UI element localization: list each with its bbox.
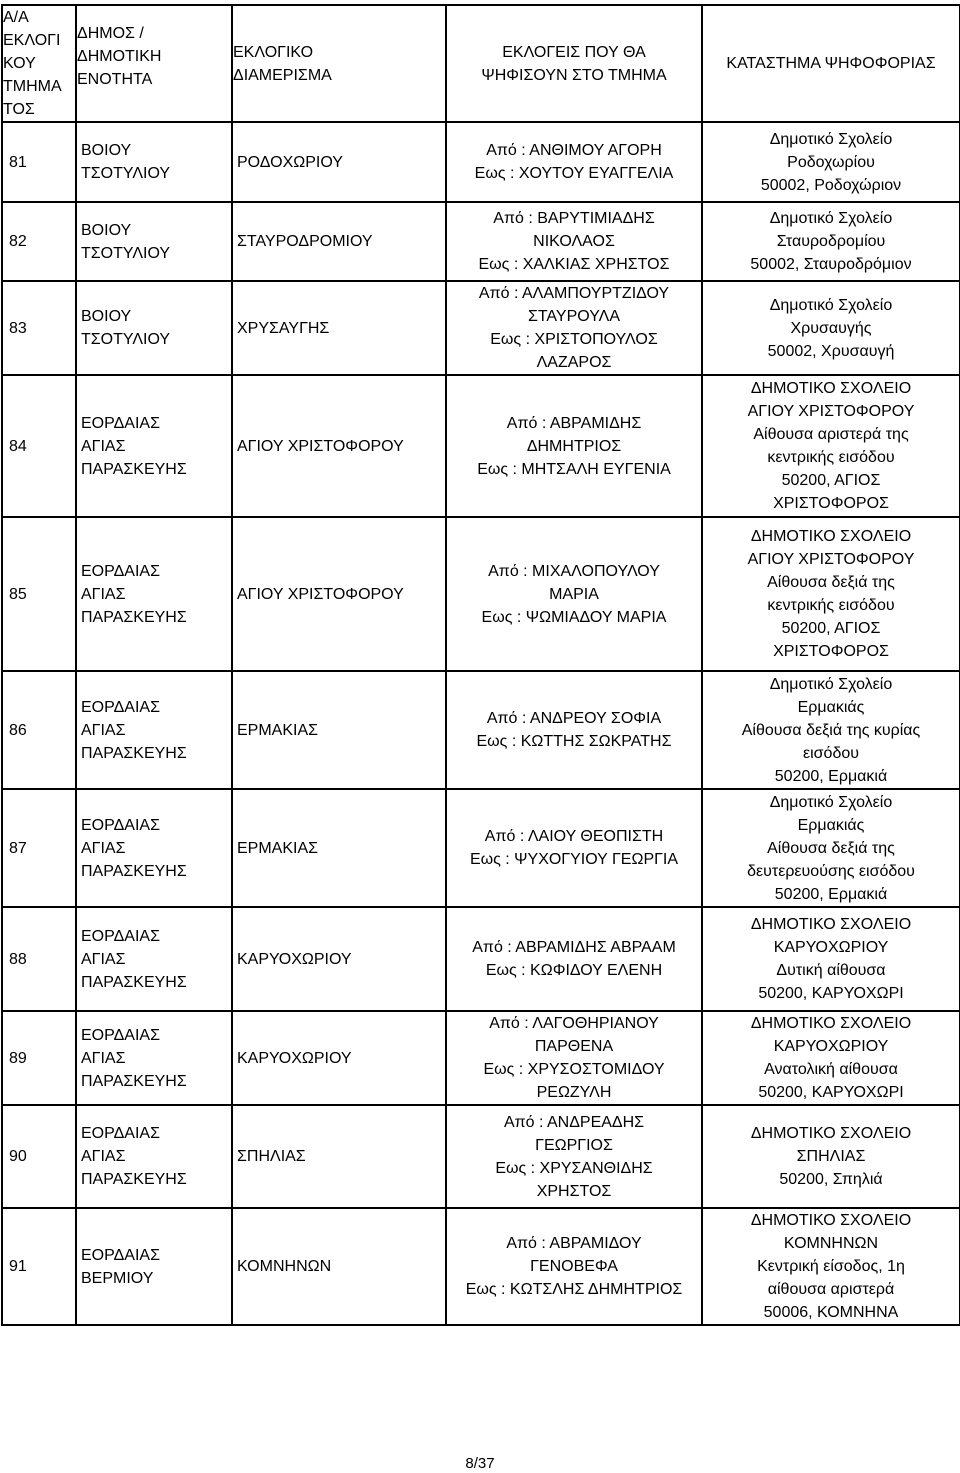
section-number-cell: 82 (2, 202, 76, 281)
polling-station-cell: Δημοτικό Σχολείο Σταυροδρομίου 50002, Σταυροδρόμιον (702, 202, 960, 281)
section-number-cell: 90 (2, 1105, 76, 1208)
municipality-cell: ΕΟΡΔΑΙΑΣ ΑΓΙΑΣ ΠΑΡΑΣΚΕΥΗΣ (76, 671, 232, 789)
voters-range-cell: Από : ΑΝΔΡΕΟΥ ΣΟΦΙΑ Εως : ΚΩΤΤΗΣ ΣΩΚΡΑΤΗΣ (446, 671, 702, 789)
polling-station-cell: ΔΗΜΟΤΙΚΟ ΣΧΟΛΕΙΟ ΚΟΜΝΗΝΩΝ Κεντρική είσοδος, 1η αίθουσα αριστερά 50006, ΚΟΜΝΗΝΑ (702, 1208, 960, 1325)
electoral-district-cell: ΕΡΜΑΚΙΑΣ (232, 671, 446, 789)
section-number-cell: 81 (2, 122, 76, 202)
electoral-district-cell: ΣΠΗΛΙΑΣ (232, 1105, 446, 1208)
voters-range-cell: Από : ΑΝΘΙΜΟΥ ΑΓΟΡΗ Εως : ΧΟΥΤΟΥ ΕΥΑΓΓΕΛΙΑ (446, 122, 702, 202)
section-number-cell: 86 (2, 671, 76, 789)
table-row (2, 517, 960, 671)
municipality-cell: ΕΟΡΔΑΙΑΣ ΑΓΙΑΣ ΠΑΡΑΣΚΕΥΗΣ (76, 517, 232, 671)
section-number-cell: 88 (2, 907, 76, 1011)
voters-range-cell: Από : ΛΑΓΟΘΗΡΙΑΝΟΥ ΠΑΡΘΕΝΑ Εως : ΧΡΥΣΟΣΤΟΜΙΔΟΥ ΡΕΩΖΥΛΗ (446, 1011, 702, 1105)
electoral-district-cell: ΑΓΙΟΥ ΧΡΙΣΤΟΦΟΡΟΥ (232, 517, 446, 671)
municipality-cell: ΒΟΙΟΥ ΤΣΟΤΥΛΙΟΥ (76, 202, 232, 281)
voters-range-cell: Από : ΑΝΔΡΕΑΔΗΣ ΓΕΩΡΓΙΟΣ Εως : ΧΡΥΣΑΝΘΙΔΗΣ ΧΡΗΣΤΟΣ (446, 1105, 702, 1208)
electoral-district-cell: ΣΤΑΥΡΟΔΡΟΜΙΟΥ (232, 202, 446, 281)
voters-range-cell: Από : ΑΒΡΑΜΙΔΗΣ ΔΗΜΗΤΡΙΟΣ Εως : ΜΗΤΣΑΛΗ ΕΥΓΕΝΙΑ (446, 375, 702, 517)
electoral-district-cell: ΚΑΡΥΟΧΩΡΙΟΥ (232, 1011, 446, 1105)
municipality-cell: ΒΟΙΟΥ ΤΣΟΤΥΛΙΟΥ (76, 122, 232, 202)
header-polling-station: ΚΑΤΑΣΤΗΜΑ ΨΗΦΟΦΟΡΙΑΣ (702, 5, 960, 122)
table-row (2, 375, 960, 517)
table-row (2, 907, 960, 1011)
polling-station-cell: ΔΗΜΟΤΙΚΟ ΣΧΟΛΕΙΟ ΑΓΙΟΥ ΧΡΙΣΤΟΦΟΡΟΥ Αίθουσα αριστερά της κεντρικής εισόδου 50200, ΑΓΙΟΣ ΧΡΙΣΤΟΦΟΡΟΣ (702, 375, 960, 517)
table-row (2, 1011, 960, 1105)
voters-range-cell: Από : ΑΒΡΑΜΙΔΗΣ ΑΒΡΑΑΜ Εως : ΚΩΦΙΔΟΥ ΕΛΕΝΗ (446, 907, 702, 1011)
header-section-number: Α/Α ΕΚΛΟΓΙ ΚΟΥ ΤΜΗΜΑ ΤΟΣ (2, 5, 76, 122)
table-row (2, 122, 960, 202)
municipality-cell: ΕΟΡΔΑΙΑΣ ΑΓΙΑΣ ΠΑΡΑΣΚΕΥΗΣ (76, 1011, 232, 1105)
polling-station-cell: Δημοτικό Σχολείο Ερμακιάς Αίθουσα δεξιά της δευτερευούσης εισόδου 50200, Ερμακιά (702, 789, 960, 907)
polling-station-cell: ΔΗΜΟΤΙΚΟ ΣΧΟΛΕΙΟ ΣΠΗΛΙΑΣ 50200, Σπηλιά (702, 1105, 960, 1208)
table-row (2, 789, 960, 907)
polling-station-cell: Δημοτικό Σχολείο Χρυσαυγής 50002, Χρυσαυγή (702, 281, 960, 375)
table-row (2, 1208, 960, 1325)
electoral-district-cell: ΚΑΡΥΟΧΩΡΙΟΥ (232, 907, 446, 1011)
table-row (2, 671, 960, 789)
municipality-cell: ΕΟΡΔΑΙΑΣ ΑΓΙΑΣ ΠΑΡΑΣΚΕΥΗΣ (76, 907, 232, 1011)
section-number-cell: 91 (2, 1208, 76, 1325)
section-number-cell: 87 (2, 789, 76, 907)
polling-station-cell: Δημοτικό Σχολείο Ερμακιάς Αίθουσα δεξιά της κυρίας εισόδου 50200, Ερμακιά (702, 671, 960, 789)
electoral-district-cell: ΑΓΙΟΥ ΧΡΙΣΤΟΦΟΡΟΥ (232, 375, 446, 517)
voters-range-cell: Από : ΜΙΧΑΛΟΠΟΥΛΟΥ ΜΑΡΙΑ Εως : ΨΩΜΙΑΔΟΥ ΜΑΡΙΑ (446, 517, 702, 671)
section-number-cell: 83 (2, 281, 76, 375)
header-electoral-district: ΕΚΛΟΓΙΚΟ ΔΙΑΜΕΡΙΣΜΑ (232, 5, 446, 122)
municipality-cell: ΕΟΡΔΑΙΑΣ ΒΕΡΜΙΟΥ (76, 1208, 232, 1325)
voters-range-cell: Από : ΑΒΡΑΜΙΔΟΥ ΓΕΝΟΒΕΦΑ Εως : ΚΩΤΣΛΗΣ ΔΗΜΗΤΡΙΟΣ (446, 1208, 702, 1325)
page-number: 8/37 (465, 1455, 495, 1472)
municipality-cell: ΕΟΡΔΑΙΑΣ ΑΓΙΑΣ ΠΑΡΑΣΚΕΥΗΣ (76, 1105, 232, 1208)
voters-range-cell: Από : ΑΛΑΜΠΟΥΡΤΖΙΔΟΥ ΣΤΑΥΡΟΥΛΑ Εως : ΧΡΙΣΤΟΠΟΥΛΟΣ ΛΑΖΑΡΟΣ (446, 281, 702, 375)
polling-station-cell: Δημοτικό Σχολείο Ροδοχωρίου 50002, Ροδοχώριον (702, 122, 960, 202)
voters-range-cell: Από : ΒΑΡΥΤΙΜΙΑΔΗΣ ΝΙΚΟΛΑΟΣ Εως : ΧΑΛΚΙΑΣ ΧΡΗΣΤΟΣ (446, 202, 702, 281)
electoral-district-cell: ΧΡΥΣΑΥΓΗΣ (232, 281, 446, 375)
polling-station-cell: ΔΗΜΟΤΙΚΟ ΣΧΟΛΕΙΟ ΚΑΡΥΟΧΩΡΙΟΥ Δυτική αίθουσα 50200, ΚΑΡΥΟΧΩΡΙ (702, 907, 960, 1011)
polling-station-cell: ΔΗΜΟΤΙΚΟ ΣΧΟΛΕΙΟ ΚΑΡΥΟΧΩΡΙΟΥ Ανατολική αίθουσα 50200, ΚΑΡΥΟΧΩΡΙ (702, 1011, 960, 1105)
section-number-cell: 84 (2, 375, 76, 517)
polling-stations-table (1, 4, 960, 1326)
municipality-cell: ΒΟΙΟΥ ΤΣΟΤΥΛΙΟΥ (76, 281, 232, 375)
electoral-district-cell: ΚΟΜΝΗΝΩΝ (232, 1208, 446, 1325)
table-row (2, 1105, 960, 1208)
table-row (2, 202, 960, 281)
electoral-district-cell: ΡΟΔΟΧΩΡΙΟΥ (232, 122, 446, 202)
polling-station-cell: ΔΗΜΟΤΙΚΟ ΣΧΟΛΕΙΟ ΑΓΙΟΥ ΧΡΙΣΤΟΦΟΡΟΥ Αίθουσα δεξιά της κεντρικής εισόδου 50200, ΑΓΙΟΣ ΧΡΙΣΤΟΦΟΡΟΣ (702, 517, 960, 671)
electoral-district-cell: ΕΡΜΑΚΙΑΣ (232, 789, 446, 907)
table-header-row (2, 5, 960, 122)
municipality-cell: ΕΟΡΔΑΙΑΣ ΑΓΙΑΣ ΠΑΡΑΣΚΕΥΗΣ (76, 789, 232, 907)
municipality-cell: ΕΟΡΔΑΙΑΣ ΑΓΙΑΣ ΠΑΡΑΣΚΕΥΗΣ (76, 375, 232, 517)
header-voters: ΕΚΛΟΓΕΙΣ ΠΟΥ ΘΑ ΨΗΦΙΣΟΥΝ ΣΤΟ ΤΜΗΜΑ (446, 5, 702, 122)
section-number-cell: 85 (2, 517, 76, 671)
table-row (2, 281, 960, 375)
section-number-cell: 89 (2, 1011, 76, 1105)
table-body (2, 122, 960, 1325)
header-municipality: ΔΗΜΟΣ / ΔΗΜΟΤΙΚΗ ΕΝΟΤΗΤΑ (76, 5, 232, 122)
voters-range-cell: Από : ΛΑΙΟΥ ΘΕΟΠΙΣΤΗ Εως : ΨΥΧΟΓΥΙΟΥ ΓΕΩΡΓΙΑ (446, 789, 702, 907)
